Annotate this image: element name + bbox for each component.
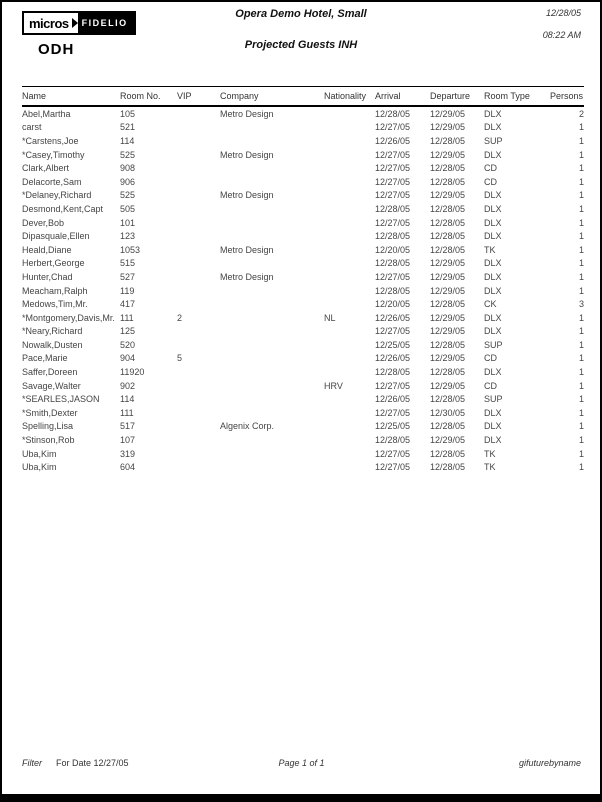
table-row	[22, 216, 584, 230]
cell-arrival: 12/27/05	[375, 190, 411, 201]
cell-nationality	[324, 257, 375, 271]
cell-room-type: CD	[484, 380, 497, 391]
cell-departure: 12/29/05	[430, 312, 466, 323]
cell-departure: 12/29/05	[430, 258, 466, 269]
cell-arrival: 12/27/05	[375, 462, 411, 473]
cell-room-type: TK	[484, 448, 496, 459]
print-time: 08:22 AM	[542, 30, 581, 40]
cell-persons: 2	[578, 108, 584, 119]
cell-departure: 12/28/05	[430, 299, 466, 310]
cell-arrival: 12/20/05	[375, 299, 411, 310]
cell-company	[220, 325, 324, 339]
cell-arrival: 12/28/05	[375, 108, 411, 119]
cell-room-no: 520	[120, 339, 136, 350]
cell-room-no: 125	[120, 326, 136, 337]
cell-room-type: DLX	[484, 190, 502, 201]
cell-nationality	[324, 229, 375, 243]
cell-room-type: SUP	[484, 339, 503, 350]
cell-nationality	[324, 447, 375, 461]
cell-room-type: DLX	[484, 421, 502, 432]
cell-room-type: DLX	[484, 203, 502, 214]
report-title: Projected Guests INH	[244, 39, 358, 51]
cell-name: *Carstens,Joe	[22, 135, 79, 146]
cell-company	[220, 311, 324, 325]
cell-persons: 1	[578, 326, 584, 337]
cell-persons: 1	[578, 176, 584, 187]
cell-vip	[177, 392, 220, 406]
cell-persons: 1	[578, 163, 584, 174]
cell-room-type: DLX	[484, 326, 502, 337]
report-code: gifuturebyname	[518, 758, 581, 768]
cell-name: Clark,Albert	[22, 163, 70, 174]
cell-room-no: 417	[120, 299, 136, 310]
report-header	[2, 2, 600, 86]
cell-room-type: DLX	[484, 367, 502, 378]
page-number: Page 1 of 1	[278, 758, 325, 768]
cell-name: Herbert,George	[22, 258, 85, 269]
cell-name: Delacorte,Sam	[22, 176, 82, 187]
cell-arrival: 12/26/05	[375, 135, 411, 146]
cell-vip	[177, 447, 220, 461]
cell-vip	[177, 161, 220, 175]
cell-name: Uba,Kim	[22, 462, 57, 473]
cell-company	[220, 433, 324, 447]
cell-nationality	[324, 161, 375, 175]
cell-room-type: CK	[484, 299, 497, 310]
cell-departure: 12/28/05	[430, 367, 466, 378]
cell-name: *Casey,Timothy	[22, 149, 85, 160]
cell-company	[220, 284, 324, 298]
cell-room-no: 906	[120, 176, 136, 187]
col-header-persons: Persons	[550, 87, 584, 107]
cell-room-no: 11920	[120, 367, 145, 378]
cell-company	[220, 202, 324, 216]
table-row	[22, 379, 584, 393]
cell-arrival: 12/27/05	[375, 176, 411, 187]
cell-company	[220, 392, 324, 406]
table-row	[22, 175, 584, 189]
table-row	[22, 352, 584, 366]
cell-departure: 12/28/05	[430, 231, 466, 242]
cell-room-no: 525	[120, 190, 136, 201]
cell-name: Dipasquale,Ellen	[22, 231, 90, 242]
cell-vip	[177, 338, 220, 352]
cell-nationality: HRV	[324, 380, 343, 391]
cell-company	[220, 121, 324, 135]
table-row	[22, 433, 584, 447]
cell-company	[220, 297, 324, 311]
cell-vip	[177, 325, 220, 339]
print-date: 12/28/05	[545, 8, 581, 18]
cell-room-no: 107	[120, 435, 136, 446]
table-row	[22, 392, 584, 406]
col-header-room-no: Room No.	[120, 87, 177, 107]
cell-departure: 12/29/05	[430, 380, 466, 391]
cell-name: Meacham,Ralph	[22, 285, 88, 296]
cell-company	[220, 460, 324, 474]
cell-persons: 3	[578, 299, 584, 310]
cell-departure: 12/29/05	[430, 435, 466, 446]
cell-departure: 12/29/05	[430, 108, 466, 119]
cell-nationality	[324, 460, 375, 474]
cell-room-no: 902	[120, 380, 136, 391]
col-header-vip: VIP	[177, 87, 220, 107]
cell-vip	[177, 216, 220, 230]
cell-persons: 1	[578, 312, 584, 323]
cell-arrival: 12/28/05	[375, 435, 411, 446]
cell-name: Dever,Bob	[22, 217, 65, 228]
cell-company	[220, 447, 324, 461]
cell-nationality	[324, 134, 375, 148]
cell-room-no: 105	[120, 108, 136, 119]
table-row	[22, 189, 584, 203]
cell-room-no: 525	[120, 149, 136, 160]
cell-nationality	[324, 202, 375, 216]
cell-departure: 12/28/05	[430, 163, 466, 174]
report-footer	[22, 758, 581, 770]
cell-company: Metro Design	[220, 108, 274, 119]
cell-persons: 1	[578, 190, 584, 201]
cell-vip: 2	[177, 312, 183, 323]
cell-room-no: 515	[120, 258, 136, 269]
cell-room-type: DLX	[484, 435, 502, 446]
cell-name: Savage,Walter	[22, 380, 81, 391]
cell-room-no: 114	[120, 135, 135, 146]
col-header-arrival: Arrival	[375, 87, 430, 107]
cell-room-no: 101	[120, 217, 136, 228]
table-row	[22, 338, 584, 352]
cell-room-type: DLX	[484, 285, 502, 296]
cell-vip	[177, 365, 220, 379]
cell-room-no: 521	[120, 122, 136, 133]
cell-arrival: 12/25/05	[375, 339, 411, 350]
cell-vip	[177, 202, 220, 216]
cell-vip	[177, 420, 220, 434]
cell-name: *Stinson,Rob	[22, 435, 75, 446]
cell-company: Algenix Corp.	[220, 421, 275, 432]
table-row	[22, 420, 584, 434]
cell-company	[220, 365, 324, 379]
cell-company	[220, 134, 324, 148]
table-row	[22, 311, 584, 325]
cell-room-type: CD	[484, 353, 497, 364]
cell-arrival: 12/27/05	[375, 326, 411, 337]
table-row	[22, 134, 584, 148]
cell-room-no: 111	[120, 312, 134, 323]
logo-fidelio-text: FIDELIO	[78, 13, 134, 33]
cell-room-type: DLX	[484, 407, 502, 418]
cell-arrival: 12/28/05	[375, 367, 411, 378]
table-row	[22, 460, 584, 474]
cell-departure: 12/29/05	[430, 122, 466, 133]
cell-persons: 1	[578, 448, 584, 459]
cell-departure: 12/28/05	[430, 203, 466, 214]
cell-nationality	[324, 243, 375, 257]
cell-room-no: 1053	[120, 244, 141, 255]
col-header-room-type: Room Type	[484, 87, 550, 107]
cell-arrival: 12/26/05	[375, 353, 411, 364]
cell-departure: 12/28/05	[430, 421, 466, 432]
cell-company	[220, 379, 324, 393]
cell-persons: 1	[578, 339, 584, 350]
table-row	[22, 284, 584, 298]
table-row	[22, 447, 584, 461]
cell-company	[220, 229, 324, 243]
cell-arrival: 12/27/05	[375, 380, 411, 391]
cell-nationality	[324, 433, 375, 447]
cell-company	[220, 161, 324, 175]
table-row	[22, 161, 584, 175]
cell-arrival: 12/27/05	[375, 271, 411, 282]
cell-departure: 12/28/05	[430, 462, 466, 473]
cell-room-type: SUP	[484, 394, 503, 405]
cell-room-no: 111	[120, 407, 134, 418]
cell-room-type: DLX	[484, 217, 502, 228]
cell-company	[220, 406, 324, 420]
cell-vip	[177, 257, 220, 271]
table-row	[22, 325, 584, 339]
cell-persons: 1	[578, 421, 584, 432]
cell-name: Nowalk,Dusten	[22, 339, 83, 350]
cell-nationality	[324, 338, 375, 352]
cell-departure: 12/28/05	[430, 339, 466, 350]
cell-room-type: DLX	[484, 149, 502, 160]
cell-name: carst	[22, 122, 42, 133]
cell-vip: 5	[177, 353, 183, 364]
cell-departure: 12/29/05	[430, 353, 466, 364]
cell-departure: 12/29/05	[430, 326, 466, 337]
cell-arrival: 12/28/05	[375, 231, 411, 242]
cell-room-no: 319	[120, 448, 136, 459]
cell-vip	[177, 460, 220, 474]
cell-room-no: 517	[120, 421, 136, 432]
cell-persons: 1	[578, 231, 584, 242]
table-row	[22, 202, 584, 216]
table-header-row	[22, 87, 584, 107]
cell-persons: 1	[578, 244, 584, 255]
hotel-name: Opera Demo Hotel, Small	[235, 8, 367, 20]
cell-vip	[177, 229, 220, 243]
cell-name: *Neary,Richard	[22, 326, 83, 337]
cell-nationality	[324, 270, 375, 284]
table-row	[22, 297, 584, 311]
cell-room-no: 123	[120, 231, 136, 242]
cell-room-no: 119	[120, 285, 135, 296]
cell-arrival: 12/25/05	[375, 421, 411, 432]
cell-room-type: CD	[484, 176, 497, 187]
cell-nationality	[324, 189, 375, 203]
cell-persons: 1	[578, 407, 584, 418]
cell-nationality	[324, 325, 375, 339]
cell-departure: 12/28/05	[430, 244, 466, 255]
cell-company: Metro Design	[220, 190, 274, 201]
cell-company	[220, 257, 324, 271]
cell-persons: 1	[578, 149, 584, 160]
cell-vip	[177, 121, 220, 135]
cell-name: *Montgomery,Davis,Mr.	[22, 312, 115, 323]
col-header-nationality: Nationality	[324, 87, 375, 107]
cell-vip	[177, 148, 220, 162]
cell-vip	[177, 297, 220, 311]
cell-arrival: 12/27/05	[375, 448, 411, 459]
cell-arrival: 12/27/05	[375, 149, 411, 160]
cell-departure: 12/28/05	[430, 394, 466, 405]
table-row	[22, 229, 584, 243]
cell-departure: 12/28/05	[430, 448, 466, 459]
filter-label: Filter	[22, 758, 42, 768]
table-row	[22, 121, 584, 135]
cell-name: *Smith,Dexter	[22, 407, 78, 418]
cell-name: Desmond,Kent,Capt	[22, 203, 104, 214]
cell-vip	[177, 175, 220, 189]
cell-company	[220, 352, 324, 366]
cell-nationality	[324, 392, 375, 406]
table-row	[22, 243, 584, 257]
cell-arrival: 12/28/05	[375, 203, 411, 214]
cell-company: Metro Design	[220, 244, 274, 255]
cell-arrival: 12/27/05	[375, 163, 411, 174]
cell-persons: 1	[578, 380, 584, 391]
table-row	[22, 257, 584, 271]
cell-nationality	[324, 121, 375, 135]
cell-arrival: 12/28/05	[375, 258, 411, 269]
logo-micros-text: micros	[24, 13, 71, 33]
cell-nationality	[324, 148, 375, 162]
cell-name: Pace,Marie	[22, 353, 68, 364]
cell-arrival: 12/20/05	[375, 244, 411, 255]
cell-vip	[177, 284, 220, 298]
cell-name: Saffer,Doreen	[22, 367, 78, 378]
cell-nationality	[324, 175, 375, 189]
cell-nationality	[324, 216, 375, 230]
cell-nationality	[324, 420, 375, 434]
cell-room-no: 604	[120, 462, 136, 473]
cell-persons: 1	[578, 271, 584, 282]
cell-departure: 12/28/05	[430, 135, 466, 146]
col-header-company: Company	[220, 87, 324, 107]
cell-arrival: 12/28/05	[375, 285, 411, 296]
cell-persons: 1	[578, 258, 584, 269]
cell-nationality	[324, 106, 375, 121]
cell-nationality	[324, 352, 375, 366]
cell-room-type: TK	[484, 244, 496, 255]
cell-persons: 1	[578, 435, 584, 446]
cell-persons: 1	[578, 367, 584, 378]
cell-arrival: 12/26/05	[375, 394, 411, 405]
cell-nationality	[324, 297, 375, 311]
cell-vip	[177, 379, 220, 393]
property-code: ODH	[38, 41, 75, 58]
cell-name: Hunter,Chad	[22, 271, 73, 282]
cell-persons: 1	[578, 217, 584, 228]
cell-company: Metro Design	[220, 149, 274, 160]
cell-company	[220, 216, 324, 230]
table-row	[22, 406, 584, 420]
cell-room-type: TK	[484, 462, 496, 473]
cell-room-no: 505	[120, 203, 136, 214]
cell-departure: 12/29/05	[430, 285, 466, 296]
cell-company	[220, 175, 324, 189]
cell-room-type: DLX	[484, 258, 502, 269]
cell-departure: 12/29/05	[430, 190, 466, 201]
cell-name: Abel,Martha	[22, 108, 71, 119]
table-row	[22, 270, 584, 284]
table-row	[22, 365, 584, 379]
cell-room-type: DLX	[484, 312, 502, 323]
cell-name: Uba,Kim	[22, 448, 57, 459]
col-header-departure: Departure	[430, 87, 484, 107]
cell-nationality: NL	[324, 312, 336, 323]
cell-vip	[177, 189, 220, 203]
cell-vip	[177, 433, 220, 447]
cell-name: Medows,Tim,Mr.	[22, 299, 88, 310]
cell-vip	[177, 270, 220, 284]
cell-room-no: 114	[120, 394, 135, 405]
cell-arrival: 12/27/05	[375, 122, 411, 133]
cell-room-type: CD	[484, 163, 497, 174]
cell-arrival: 12/27/05	[375, 217, 411, 228]
cell-company: Metro Design	[220, 271, 274, 282]
cell-nationality	[324, 284, 375, 298]
cell-room-type: DLX	[484, 108, 502, 119]
cell-departure: 12/29/05	[430, 149, 466, 160]
cell-nationality	[324, 365, 375, 379]
cell-vip	[177, 134, 220, 148]
cell-room-no: 527	[120, 271, 136, 282]
col-header-name: Name	[22, 87, 120, 107]
cell-room-type: SUP	[484, 135, 503, 146]
cell-persons: 1	[578, 135, 584, 146]
cell-room-no: 908	[120, 163, 136, 174]
cell-name: *Delaney,Richard	[22, 190, 92, 201]
cell-persons: 1	[578, 285, 584, 296]
cell-room-type: DLX	[484, 231, 502, 242]
cell-persons: 1	[578, 462, 584, 473]
filter-value: For Date 12/27/05	[56, 758, 129, 768]
cell-vip	[177, 106, 220, 121]
cell-room-type: DLX	[484, 271, 502, 282]
cell-name: Heald,Diane	[22, 244, 72, 255]
guests-table	[22, 86, 584, 474]
cell-company	[220, 338, 324, 352]
cell-persons: 1	[578, 353, 584, 364]
cell-departure: 12/28/05	[430, 217, 466, 228]
cell-arrival: 12/26/05	[375, 312, 411, 323]
table-row	[22, 106, 584, 121]
cell-persons: 1	[578, 394, 584, 405]
cell-departure: 12/29/05	[430, 271, 466, 282]
guests-table-body	[22, 106, 584, 474]
cell-room-no: 904	[120, 353, 136, 364]
cell-name: Spelling,Lisa	[22, 421, 74, 432]
cell-vip	[177, 243, 220, 257]
cell-departure: 12/30/05	[430, 407, 466, 418]
cell-persons: 1	[578, 122, 584, 133]
cell-persons: 1	[578, 203, 584, 214]
cell-vip	[177, 406, 220, 420]
cell-departure: 12/28/05	[430, 176, 466, 187]
cell-room-type: DLX	[484, 122, 502, 133]
table-row	[22, 148, 584, 162]
cell-name: *SEARLES,JASON	[22, 394, 100, 405]
cell-arrival: 12/27/05	[375, 407, 411, 418]
cell-nationality	[324, 406, 375, 420]
